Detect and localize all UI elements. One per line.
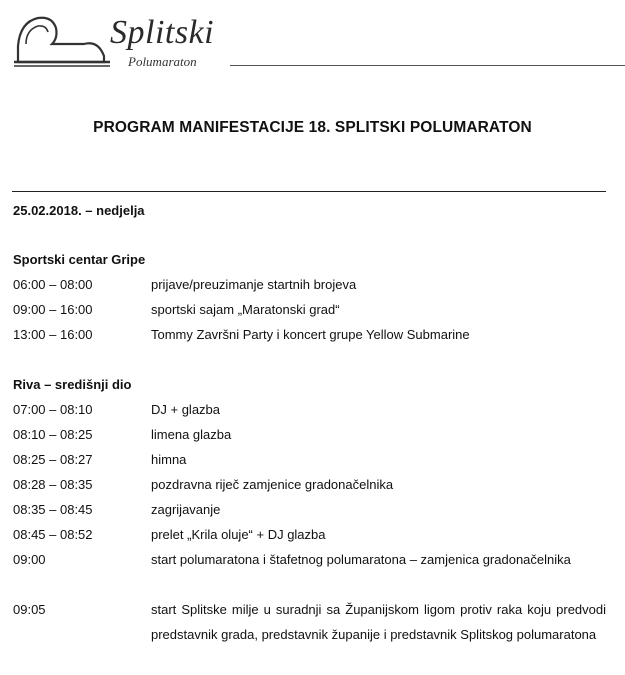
page-title: PROGRAM MANIFESTACIJE 18. SPLITSKI POLUMARATON [93,119,532,136]
date-line: 25.02.2018. – nedjelja [13,203,145,218]
row-time: 07:00 – 08:10 [13,402,93,417]
row-time: 08:10 – 08:25 [13,427,93,442]
section-title-gripe: Sportski centar Gripe [13,252,146,267]
logo [12,10,232,74]
row-description: prijave/preuzimanje startnih brojeva [151,277,357,292]
row-description: zagrijavanje [151,502,221,517]
row-description: DJ + glazba [151,402,221,417]
row-time: 08:35 – 08:45 [13,502,93,517]
sphinx-logo-icon [12,10,112,70]
divider [12,191,606,192]
row-description: himna [151,452,187,467]
row-time: 08:28 – 08:35 [13,477,93,492]
row-description: start Splitske milje u suradnji sa Županijskom ligom protiv raka koju predvodi predstavnik grada, predstavnik županije i predstavnik Splitskog polumaratona [151,602,606,642]
row-time: 08:45 – 08:52 [13,527,93,542]
row-description: sportski sajam „Maratonski grad“ [151,302,340,317]
row-description: pozdravna riječ zamjenice gradonačelnika [151,477,394,492]
row-time: 09:00 – 16:00 [13,302,93,317]
logo-subtitle: Polumaraton [128,54,197,69]
row-description: limena glazba [151,427,232,442]
row-time: 06:00 – 08:00 [13,277,93,292]
row-description: prelet „Krila oluje“ + DJ glazba [151,527,326,542]
row-description: start polumaratona i štafetnog polumaratona – zamjenica gradonačelnika [151,552,571,567]
row-time: 13:00 – 16:00 [13,327,93,342]
row-time: 08:25 – 08:27 [13,452,93,467]
row-time: 09:05 [13,602,46,617]
header-rule [230,65,625,66]
row-time: 09:00 [13,552,46,567]
section-title-riva: Riva – središnji dio [13,377,132,392]
row-description: Tommy Završni Party i koncert grupe Yellow Submarine [151,327,470,342]
logo-wordmark: Splitski [110,14,215,51]
